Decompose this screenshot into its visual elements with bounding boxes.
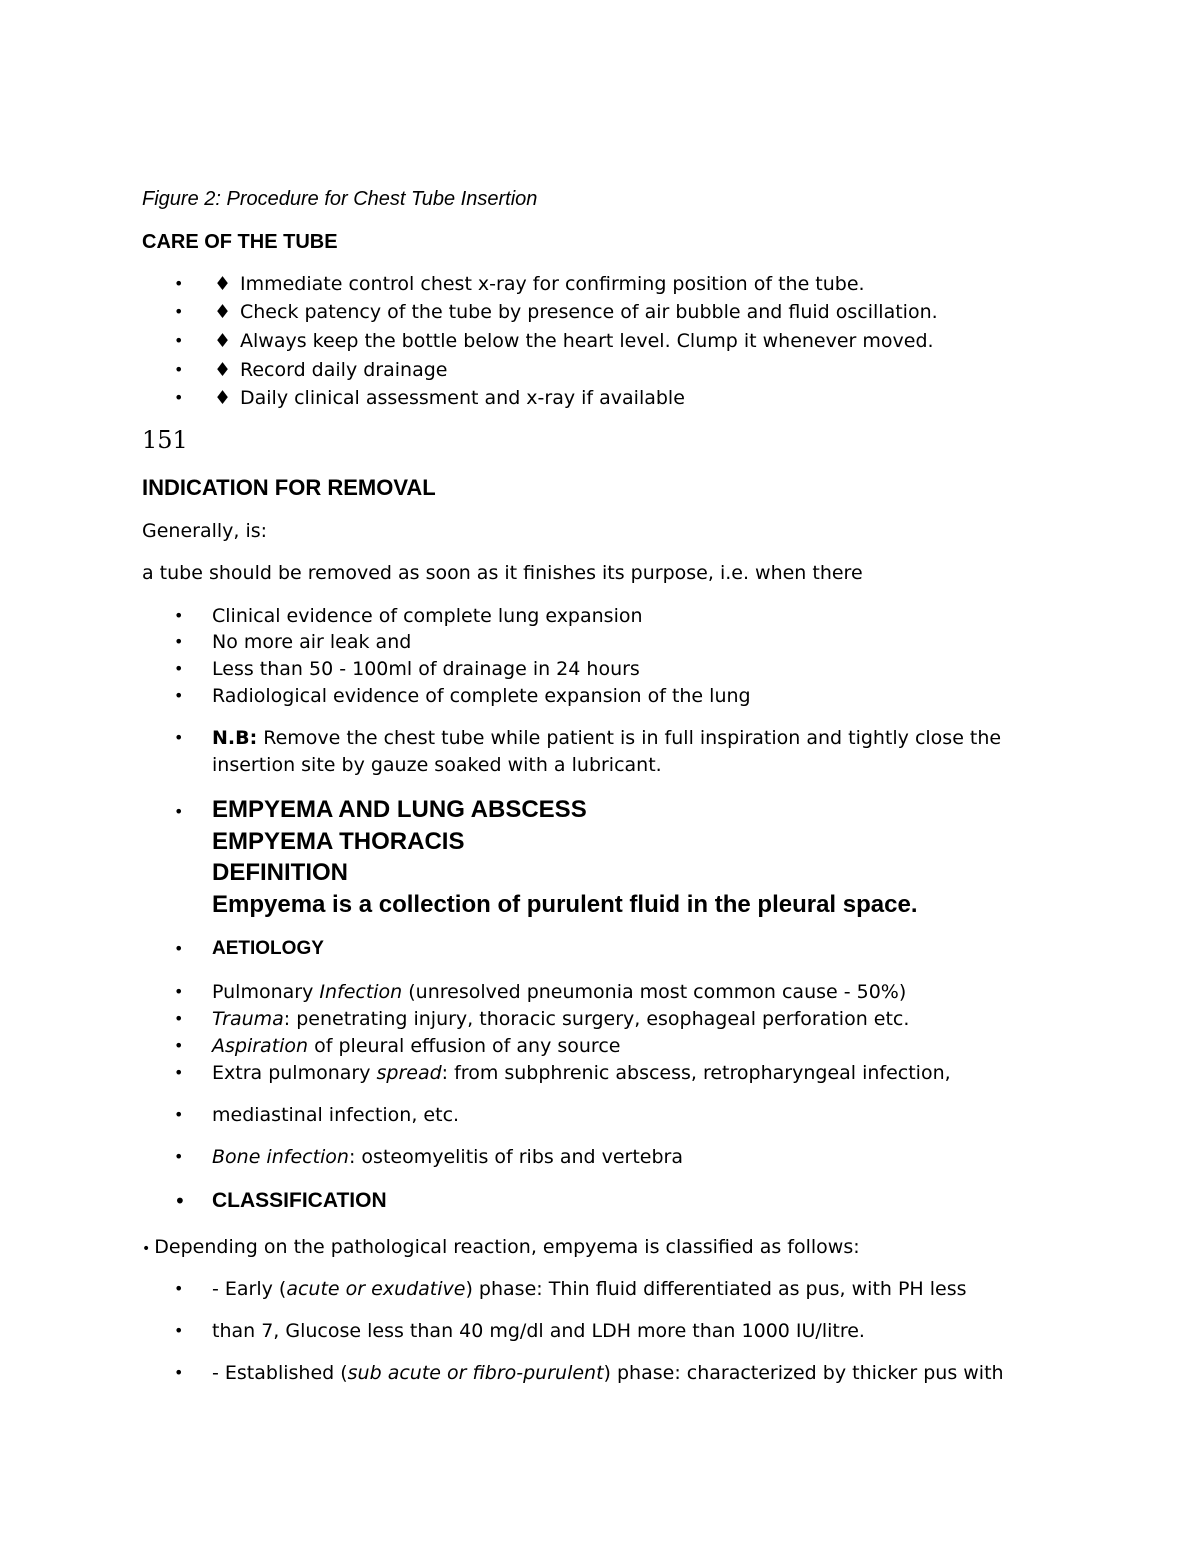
care-item: ♦ Record daily drainage	[214, 359, 448, 381]
list-item: No more air leak and	[212, 631, 412, 653]
empyema-subtitle: EMPYEMA THORACIS	[212, 828, 465, 855]
list-item: Radiological evidence of complete expansion of the lung	[212, 685, 751, 707]
removal-intro: Generally, is:	[142, 520, 268, 542]
nb-note: N.B: Remove the chest tube while patient is in full inspiration and tightly close the	[212, 727, 1002, 749]
diamond-icon: ♦	[214, 387, 232, 409]
care-item: ♦ Immediate control chest x-ray for confirming position of the tube.	[214, 273, 865, 295]
list-item: - Established (sub acute or fibro-purulent) phase: characterized by thicker pus with	[212, 1362, 1004, 1384]
bullet: •	[174, 1036, 184, 1055]
diamond-icon: ♦	[214, 273, 232, 295]
bullet: •	[174, 686, 184, 705]
list-item: than 7, Glucose less than 40 mg/dl and LDH more than 1000 IU/litre.	[212, 1320, 865, 1342]
bullet: •	[174, 659, 184, 678]
figure-caption: Figure 2: Procedure for Chest Tube Insertion	[142, 188, 538, 210]
bullet: •	[174, 1279, 184, 1298]
bullet: •	[174, 1009, 184, 1028]
list-item: Pulmonary Infection (unresolved pneumonia most common cause - 50%)	[212, 981, 907, 1003]
bullet: •	[174, 728, 184, 747]
bullet: •	[174, 1147, 184, 1166]
list-item: Less than 50 - 100ml of drainage in 24 hours	[212, 658, 640, 680]
bullet: •	[174, 1189, 186, 1213]
list-item: Clinical evidence of complete lung expansion	[212, 605, 643, 627]
page-number: 151	[142, 426, 188, 454]
definition-heading: DEFINITION	[212, 859, 348, 886]
bullet: •	[174, 632, 184, 651]
list-item: Extra pulmonary spread: from subphrenic abscess, retropharyngeal infection,	[212, 1062, 951, 1084]
empyema-title: EMPYEMA AND LUNG ABSCESS	[212, 796, 587, 823]
diamond-icon: ♦	[214, 330, 232, 352]
bullet: •	[142, 1241, 151, 1257]
list-item: Trauma: penetrating injury, thoracic surgery, esophageal perforation etc.	[212, 1008, 910, 1030]
bullet: •	[174, 388, 184, 407]
aetiology-heading: AETIOLOGY	[212, 938, 324, 959]
nb-note-cont: insertion site by gauze soaked with a lubricant.	[212, 754, 662, 776]
list-item: Aspiration of pleural effusion of any source	[212, 1035, 621, 1057]
bullet: •	[174, 331, 184, 350]
diamond-icon: ♦	[214, 301, 232, 323]
list-item: - Early (acute or exudative) phase: Thin fluid differentiated as pus, with PH less	[212, 1278, 967, 1300]
classification-heading: CLASSIFICATION	[212, 1189, 387, 1212]
list-item: Bone infection: osteomyelitis of ribs and vertebra	[212, 1146, 684, 1168]
bullet: •	[174, 274, 184, 293]
bullet: •	[174, 606, 184, 625]
removal-lead: a tube should be removed as soon as it finishes its purpose, i.e. when there	[142, 562, 863, 584]
definition-text: Empyema is a collection of purulent fluid in the pleural space.	[212, 891, 918, 918]
bullet: •	[174, 939, 184, 958]
removal-heading: INDICATION FOR REMOVAL	[142, 475, 436, 500]
diamond-icon: ♦	[214, 359, 232, 381]
bullet: •	[174, 1321, 184, 1340]
bullet: •	[174, 1105, 184, 1124]
care-item: ♦ Check patency of the tube by presence of air bubble and fluid oscillation.	[214, 301, 938, 323]
care-heading: CARE OF THE TUBE	[142, 231, 338, 253]
care-item: ♦ Daily clinical assessment and x-ray if available	[214, 387, 685, 409]
bullet: •	[174, 982, 184, 1001]
bullet: •	[174, 802, 184, 821]
bullet: •	[174, 302, 184, 321]
bullet: •	[174, 1063, 184, 1082]
list-item: mediastinal infection, etc.	[212, 1104, 460, 1126]
care-item: ♦ Always keep the bottle below the heart level. Clump it whenever moved.	[214, 330, 934, 352]
nb-label: N.B:	[212, 727, 258, 749]
bullet: •	[174, 360, 184, 379]
classification-intro: • Depending on the pathological reaction, empyema is classified as follows:	[142, 1236, 860, 1258]
bullet: •	[174, 1363, 184, 1382]
